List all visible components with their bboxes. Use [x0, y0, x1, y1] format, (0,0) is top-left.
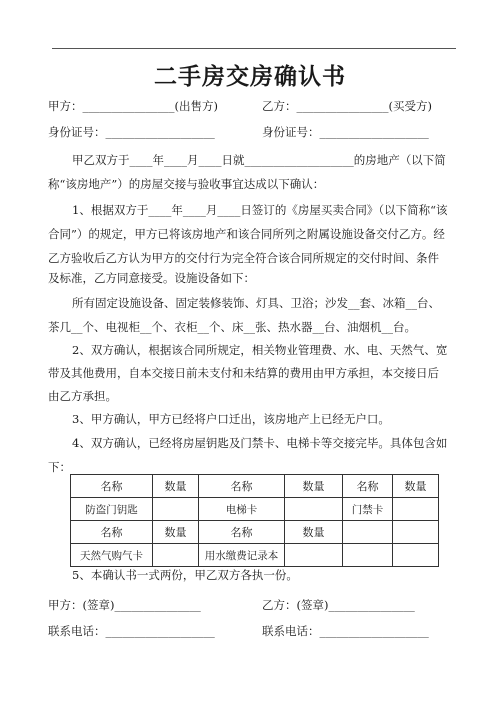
table-cell: 用水缴费记录本: [199, 544, 285, 567]
paragraph-line: 1、根据双方于____年____月____日签订的《房屋买卖合同》（以下简称“该: [72, 203, 448, 217]
table-cell: 门禁卡: [343, 498, 393, 521]
table-header-cell: 名称: [71, 475, 153, 498]
id-a-line: 身份证号：___________________: [48, 125, 215, 139]
paragraph-line: 由乙方承担。: [48, 389, 117, 403]
table-cell: [343, 544, 393, 567]
table-header-cell: 名称: [343, 475, 393, 498]
table-row: [71, 475, 439, 498]
table-cell: [285, 544, 343, 567]
paragraph-line: 2、双方确认，根据该合同所规定，相关物业管理费、水、电、天然气、宽: [72, 343, 448, 357]
document-title: 二手房交房确认书: [154, 63, 346, 90]
handover-items-table: [70, 474, 439, 567]
party-a-line: 甲方：________________(出售方): [48, 99, 218, 113]
signature-a-line: 甲方：(签章)_______________: [48, 598, 201, 612]
table-header-cell: 数量: [153, 475, 199, 498]
table-header-cell: 名称: [71, 521, 153, 544]
paragraph-line: 及标准，乙方同意接受。设施设备如下：: [48, 271, 255, 285]
paragraph-line: 所有固定设施设备、固定装修装饰、灯具、卫浴；沙发__套、冰箱__台、: [72, 296, 440, 310]
paragraph-line: 下：: [48, 460, 71, 474]
paragraph-line: 合同”）的规定，甲方已将该房地产和该合同所列之附属设施设备交付乙方。经: [48, 227, 445, 241]
phone-a-line: 联系电话：___________________: [48, 624, 215, 638]
paragraph-line: 3、甲方确认，甲方已经将户口迁出，该房地产上已经无户口。: [72, 412, 390, 426]
id-b-line: 身份证号：___________________: [262, 125, 429, 139]
paragraph-line: 4、双方确认，已经将房屋钥匙及门禁卡、电梯卡等交接完毕。具体包含如: [72, 436, 448, 450]
table-header-cell: 数量: [153, 521, 199, 544]
paragraph-line: 带及其他费用，自本交接日前未支付和未结算的费用由甲方承担，本交接日后: [48, 366, 439, 380]
table-row: [71, 521, 439, 544]
table-header-cell: 名称: [199, 521, 285, 544]
table-cell: [285, 498, 343, 521]
paragraph-line: 茶几__个、电视柜__个、衣柜__个、床__张、热水器__台、油烟机__台。: [48, 320, 416, 334]
table-cell: [393, 521, 439, 544]
table-header-cell: 名称: [199, 475, 285, 498]
table-row: [71, 544, 439, 567]
table-header-cell: 数量: [393, 475, 439, 498]
table-row: [71, 498, 439, 521]
table-cell: [393, 544, 439, 567]
party-b-line: 乙方：________________(买受方): [262, 99, 432, 113]
table-cell: [153, 498, 199, 521]
table-header-cell: 数量: [285, 521, 343, 544]
table-cell: [393, 498, 439, 521]
table-cell: [343, 521, 393, 544]
paragraph-line: 5、本确认书一式两份，甲乙双方各执一份。: [72, 568, 298, 582]
table-cell: 天然气购气卡: [71, 544, 153, 567]
table-cell: 防盗门钥匙: [71, 498, 153, 521]
table-header-cell: 数量: [285, 475, 343, 498]
top-rule: [52, 48, 456, 49]
signature-b-line: 乙方：(签章)_______________: [262, 598, 415, 612]
paragraph-line: 乙方验收后乙方认为甲方的交付行为完全符合该合同所规定的交付时间、条件: [48, 251, 439, 265]
table-cell: [153, 544, 199, 567]
phone-b-line: 联系电话：___________________: [262, 624, 429, 638]
table-cell: 电梯卡: [199, 498, 285, 521]
paragraph-line: 甲乙双方于____年____月____日就___________________的房地产（以下简: [72, 153, 446, 167]
paragraph-line: 称“该房地产”）的房屋交接与验收事宜达成以下确认：: [48, 177, 325, 191]
